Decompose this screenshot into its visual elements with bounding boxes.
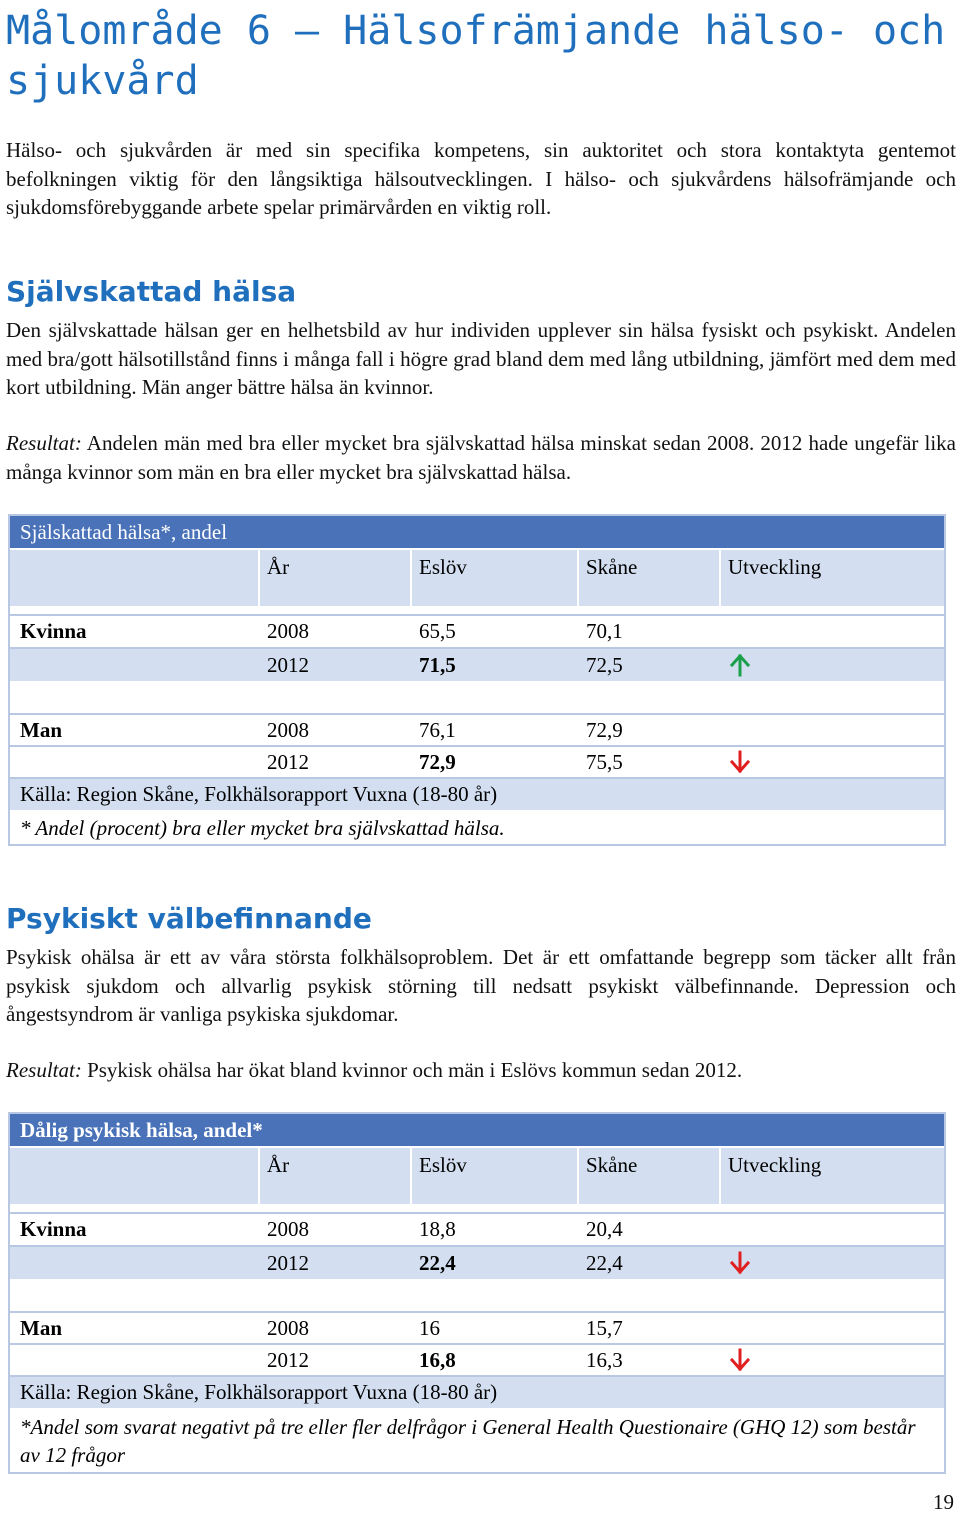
row-group-label: Kvinna bbox=[20, 1217, 87, 1241]
table-row bbox=[10, 1247, 944, 1281]
column-header-eslov: Eslöv bbox=[419, 554, 467, 579]
row-group-label: Man bbox=[20, 1315, 62, 1340]
poor-mental-health-table bbox=[8, 1112, 946, 1474]
row-eslov-value: 16 bbox=[419, 1315, 440, 1340]
row-year: 2012 bbox=[267, 652, 309, 677]
table-row bbox=[10, 649, 944, 683]
result-label: Resultat: bbox=[6, 431, 82, 455]
table-row bbox=[10, 1313, 944, 1345]
row-skane-value: 20,4 bbox=[586, 1217, 623, 1241]
row-eslov-value: 76,1 bbox=[419, 717, 456, 742]
mental-wellbeing-result bbox=[6, 1056, 956, 1085]
row-group-label: Man bbox=[20, 717, 62, 742]
row-eslov-value: 72,9 bbox=[419, 749, 456, 774]
table-footnote-row bbox=[10, 1410, 944, 1472]
row-skane-value: 70,1 bbox=[586, 619, 623, 643]
section-heading-mental-wellbeing: Psykiskt välbefinnande bbox=[6, 902, 372, 935]
table-row bbox=[10, 616, 944, 649]
row-eslov-value: 16,8 bbox=[419, 1347, 456, 1372]
table-title: Dålig psykisk hälsa, andel* bbox=[20, 1117, 263, 1142]
row-skane-value: 16,3 bbox=[586, 1347, 623, 1372]
self-rated-health-result bbox=[6, 429, 956, 486]
row-skane-value: 72,9 bbox=[586, 717, 623, 742]
self-rated-health-paragraph: Den självskattade hälsan ger en helhetsbild av hur individen upplever sin hälsa fysiskt och psykiskt. Andelen med bra/gott hälsotillstånd finns i många fall i högre grad bland dem med lång utbildning, jämfört med dem med kort utbildning. Män anger bättre hälsa än kvinnor. bbox=[6, 318, 956, 399]
table-footnote: * Andel (procent) bra eller mycket bra självskattad hälsa. bbox=[20, 815, 505, 840]
row-skane-value: 15,7 bbox=[586, 1315, 623, 1340]
result-text: Andelen män med bra eller mycket bra självskattad hälsa minskat sedan 2008. 2012 hade ungefär lika många kvinnor som män en bra eller mycket bra självskattad hälsa. bbox=[6, 431, 956, 484]
row-skane-value: 75,5 bbox=[586, 749, 623, 774]
row-skane-value: 22,4 bbox=[586, 1250, 623, 1275]
table-source: Källa: Region Skåne, Folkhälsorapport Vuxna (18-80 år) bbox=[20, 1380, 498, 1404]
row-year: 2008 bbox=[267, 717, 309, 742]
table-title: Själskattad hälsa*, andel bbox=[20, 519, 228, 544]
table-row bbox=[10, 747, 944, 779]
row-year: 2008 bbox=[267, 1315, 309, 1340]
row-skane-value: 72,5 bbox=[586, 652, 623, 677]
row-eslov-value: 71,5 bbox=[419, 652, 456, 677]
result-label: Resultat: bbox=[6, 1058, 82, 1082]
page-number: 19 bbox=[933, 1490, 954, 1514]
column-header-skane: Skåne bbox=[586, 1152, 638, 1177]
column-header-trend: Utveckling bbox=[728, 1152, 822, 1177]
result-text: Psykisk ohälsa har ökat bland kvinnor och män i Eslövs kommun sedan 2012. bbox=[81, 1058, 743, 1082]
table-row bbox=[10, 1214, 944, 1247]
table-source: Källa: Region Skåne, Folkhälsorapport Vuxna (18-80 år) bbox=[20, 782, 498, 806]
column-header-year: År bbox=[267, 1152, 290, 1177]
table-source-row bbox=[10, 1377, 944, 1410]
table-column-header-row bbox=[10, 1148, 944, 1206]
column-header-trend: Utveckling bbox=[728, 554, 822, 579]
row-year: 2008 bbox=[267, 1217, 309, 1241]
trend-up-arrow-icon bbox=[728, 649, 752, 681]
trend-down-arrow-icon bbox=[728, 1247, 752, 1279]
row-eslov-value: 22,4 bbox=[419, 1250, 456, 1275]
row-year: 2012 bbox=[267, 1347, 309, 1372]
column-header-year: År bbox=[267, 554, 290, 579]
trend-down-arrow-icon bbox=[728, 747, 752, 777]
mental-wellbeing-paragraph: Psykisk ohälsa är ett av våra största folkhälsoproblem. Det är ett omfattande begrepp som täcker allt från psykisk sjukdom och allvarlig psykisk störning till nedsatt psykiskt välbefinnande. Depression och ångestsyndrom är vanliga psykiska sjukdomar. bbox=[6, 945, 956, 1026]
table-spacer-row bbox=[10, 683, 944, 715]
table-column-header-row bbox=[10, 550, 944, 608]
trend-down-arrow-icon bbox=[728, 1345, 752, 1375]
row-eslov-value: 18,8 bbox=[419, 1217, 456, 1241]
row-year: 2012 bbox=[267, 749, 309, 774]
table-source-row bbox=[10, 779, 944, 812]
intro-paragraph: Hälso- och sjukvården är med sin specifika kompetens, sin auktoritet och stora kontaktyta gentemot befolkningen viktig för den långsiktiga hälsoutvecklingen. I hälso- och sjukvårdens hälsofrämjande och sjukdomsförebyggande arbete spelar primärvården en viktig roll. bbox=[6, 138, 956, 219]
row-year: 2012 bbox=[267, 1250, 309, 1275]
table-title-row bbox=[10, 516, 944, 550]
column-header-skane: Skåne bbox=[586, 554, 638, 579]
column-header-eslov: Eslöv bbox=[419, 1152, 467, 1177]
section-heading-self-rated-health: Självskattad hälsa bbox=[6, 275, 297, 308]
table-title-row bbox=[10, 1114, 944, 1148]
self-rated-health-table bbox=[8, 514, 946, 846]
row-group-label: Kvinna bbox=[20, 619, 87, 643]
page-title: Målområde 6 – Hälsofrämjande hälso- och sjukvård bbox=[6, 8, 946, 104]
row-year: 2008 bbox=[267, 619, 309, 643]
table-footnote: *Andel som svarat negativt på tre eller fler delfrågor i General Health Questionaire (GHQ 12) som består av 12 frågor bbox=[20, 1415, 916, 1467]
table-footnote-row bbox=[10, 812, 944, 844]
table-row bbox=[10, 1345, 944, 1377]
table-spacer-row bbox=[10, 1281, 944, 1313]
table-row bbox=[10, 715, 944, 747]
row-eslov-value: 65,5 bbox=[419, 619, 456, 643]
